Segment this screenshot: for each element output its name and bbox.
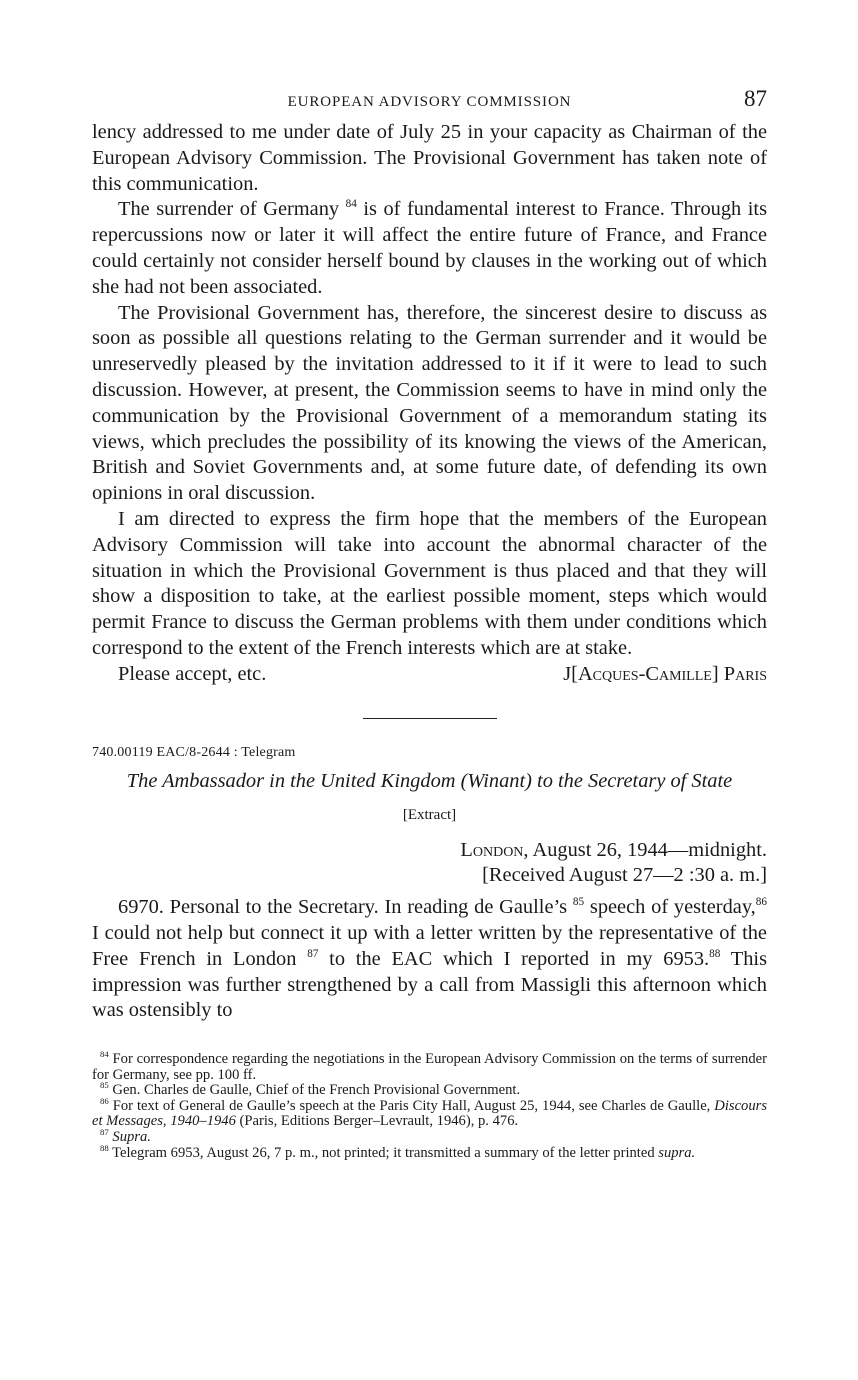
footnote: [92, 1127, 767, 1146]
italic-text: supra.: [658, 1144, 696, 1161]
footnote-marker: 85: [572, 896, 585, 909]
letter-paragraph: The surrender of Germany $^{84}$ is of fundamental interest to France. Through its repercussions now or later it will affect the entire future of France, and France could certainly not consider herself bound by clauses in the working out of which she had not been associated.: [92, 198, 768, 298]
section-divider: [363, 718, 497, 719]
footnotes: [92, 1049, 767, 1161]
dateline: London, August 26, 1944—midnight. [Received August 27—2 :30 a. m.]: [92, 838, 767, 890]
footnote-marker: 88: [100, 1142, 109, 1153]
letter-paragraph: I am directed to express the firm hope that the members of the European Advisory Commission will take into account the abnormal character of the situation in which the Provisional Government is thus placed and that they will show a disposition to take, at the earliest possible moment, steps which would permit France to discuss the German problems with them under conditions which correspond to the extent of the French interests which are at stake.: [92, 507, 767, 659]
received-line: [Received August 27—2 :30 a. m.]: [482, 864, 767, 887]
footnote: $^{84}$ For correspondence regarding the negotiations in the European Advisory Commission on the terms of surrender for Germany, see pp. 100 ff.: [92, 1049, 767, 1083]
telegram-paragraph: 6970. Personal to the Secretary. In reading de Gaulle’s $^{85}$ speech of yesterday,$^{86}$ I could not help but connect it up with a letter written by the representative of the Free French in London $^{87}$ to the EAC which I reported in my 6953.88 This impression was further strengthened by a call from Massigli this afternoon which was ostensibly to: [92, 896, 768, 1022]
italic-text: Discours et Messages, 1940–1946: [92, 1097, 767, 1130]
italic-text: Supra.: [112, 1129, 151, 1146]
document-page: [92, 86, 767, 1161]
document-title: The Ambassador in the United Kingdom (Winant) to the Secretary of State: [126, 769, 733, 792]
footnote: $^{88}$ Telegram 6953, August 26, 7 p. m., not printed; it transmitted a summary of the letter printed supra.: [100, 1142, 696, 1161]
footnote-marker: 86: [100, 1096, 109, 1107]
page-number: 87: [744, 86, 767, 111]
signature: J[Acques-Camille] Paris: [563, 662, 767, 685]
footnote-marker: 85: [100, 1080, 109, 1091]
footnote: $^{85}$ Gen. Charles de Gaulle, Chief of the French Provisional Government.: [100, 1080, 521, 1099]
extract-label: [Extract]: [402, 806, 457, 823]
letter-body: [92, 120, 767, 662]
letter-closing: [92, 662, 767, 688]
document-reference: 740.00119 EAC/8-2644 : Telegram: [92, 744, 296, 760]
page-header: [92, 86, 767, 120]
footnote: $^{86}$ For text of General de Gaulle’s speech at the Paris City Hall, August 25, 1944, see Charles de Gaulle, Discours et Messages, 1940–1946 (Paris, Editions Berger–Levrault, 1946), p. 476.: [92, 1096, 767, 1130]
footnote-marker: 88: [709, 947, 721, 960]
footnote-marker: 84: [100, 1049, 109, 1060]
running-title: EUROPEAN ADVISORY COMMISSION: [287, 94, 572, 110]
footnote-marker: 87: [100, 1127, 109, 1138]
closing-formula: Please accept, etc.: [118, 662, 267, 685]
footnote-marker: 84: [345, 198, 357, 211]
footnote-marker: 86: [755, 896, 767, 909]
telegram-body: [92, 895, 767, 1024]
footnote-marker: 87: [307, 947, 319, 960]
letter-paragraph: lency addressed to me under date of July 25 in your capacity as Chairman of the European Advisory Commission. The Provisional Government has taken note of this communication.: [92, 121, 767, 195]
letter-paragraph: The Provisional Government has, therefore, the sincerest desire to discuss as soon as possible all questions relating to the German surrender and it would be unreservedly pleased by the invitation addressed to it if it were to lead to such discussion. However, at present, the Commission seems to have in mind only the communication by the Provisional Government of a memorandum stating its views, which precludes the possibility of its knowing the views of the American, British and Soviet Governments and, at some future date, of defending its own opinions in oral discussion.: [92, 301, 767, 505]
